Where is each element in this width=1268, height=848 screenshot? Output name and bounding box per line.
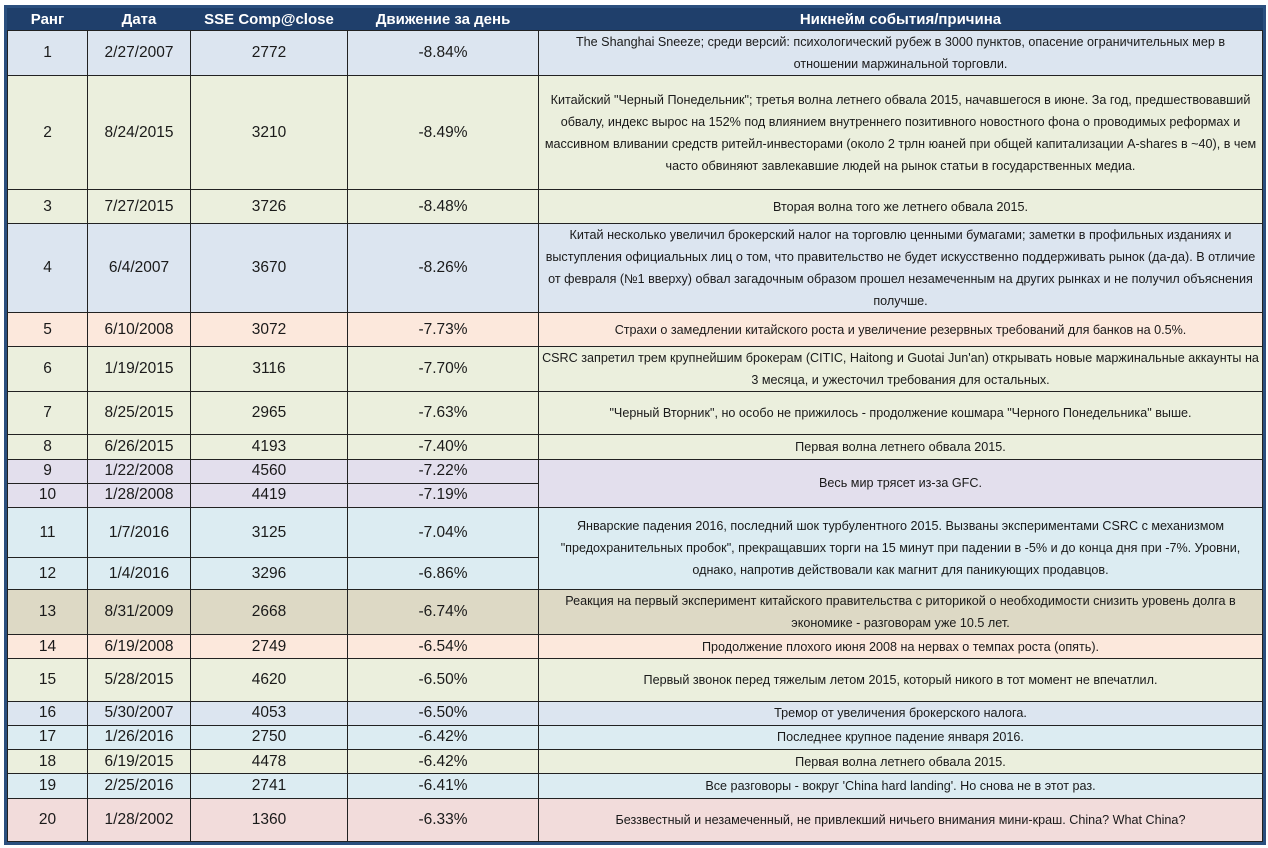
cell-close: 3726 bbox=[191, 190, 348, 223]
cell-reason: Китай несколько увеличил брокерский налог на торговлю ценными бумагами; заметки в профильных изданиях и выступления официальных лиц о том, что правительство не будет искусственно поддерживать рынок (да-да). В отличие от февраля (№1 вверху) обвал загадочным образом прошел незамеченным на других рынках и не получил объяснения получше. bbox=[539, 223, 1263, 313]
cell-close: 2965 bbox=[191, 392, 348, 435]
cell-move: -7.40% bbox=[348, 435, 539, 459]
table-row bbox=[8, 635, 1263, 659]
cell-rank: 10 bbox=[8, 483, 88, 507]
cell-close: 4419 bbox=[191, 483, 348, 507]
table-row bbox=[8, 750, 1263, 774]
cell-date: 1/28/2008 bbox=[88, 483, 191, 507]
cell-reason: Страхи о замедлении китайского роста и увеличение резервных требований для банков на 0.5%. bbox=[539, 313, 1263, 346]
cell-date: 5/30/2007 bbox=[88, 701, 191, 725]
cell-reason: Последнее крупное падение января 2016. bbox=[539, 725, 1263, 749]
cell-move: -6.41% bbox=[348, 774, 539, 798]
table-row bbox=[8, 589, 1263, 634]
cell-rank: 8 bbox=[8, 435, 88, 459]
cell-date: 6/19/2015 bbox=[88, 750, 191, 774]
table-frame bbox=[4, 5, 1266, 845]
cell-close: 4053 bbox=[191, 701, 348, 725]
cell-rank: 15 bbox=[8, 659, 88, 701]
cell-close: 2741 bbox=[191, 774, 348, 798]
cell-move: -6.33% bbox=[348, 798, 539, 842]
cell-rank: 12 bbox=[8, 558, 88, 589]
cell-close: 2750 bbox=[191, 725, 348, 749]
cell-date: 1/7/2016 bbox=[88, 508, 191, 558]
cell-close: 2772 bbox=[191, 31, 348, 76]
table-row bbox=[8, 508, 1263, 558]
cell-reason: Китайский "Черный Понедельник"; третья волна летнего обвала 2015, начавшегося в июне. За год, предшествовавший обвалу, индекс вырос на 152% под влиянием внутреннего позитивного новостного фона о проводимых реформах и массивном вливании средств ритейл-инвесторами (около 2 трлн юаней при общей капитализации A-shares в ~40), в чем часто обвиняют завлекавшие людей на рынок статьи в государственных медиа. bbox=[539, 76, 1263, 190]
cell-move: -7.22% bbox=[348, 459, 539, 483]
cell-rank: 14 bbox=[8, 635, 88, 659]
cell-rank: 1 bbox=[8, 31, 88, 76]
cell-reason: The Shanghai Sneeze; среди версий: психологический рубеж в 3000 пунктов, опасение ограничительных мер в отношении маржинальной торговли. bbox=[539, 31, 1263, 76]
cell-rank: 18 bbox=[8, 750, 88, 774]
cell-move: -8.48% bbox=[348, 190, 539, 223]
cell-rank: 6 bbox=[8, 346, 88, 391]
cell-reason: Первый звонок перед тяжелым летом 2015, который никого в тот момент не впечатлил. bbox=[539, 659, 1263, 701]
cell-reason: Вторая волна того же летнего обвала 2015. bbox=[539, 190, 1263, 223]
cell-date: 1/22/2008 bbox=[88, 459, 191, 483]
cell-reason: Январские падения 2016, последний шок турбулентного 2015. Вызваны экспериментами CSRC с механизмом "предохранительных пробок", прекращавших торги на 15 минут при падении в -5% и до конца дня при -7%. Уровни, однако, напротив действовали как магнит для паникующих продавцов. bbox=[539, 508, 1263, 590]
header-date: Дата bbox=[88, 8, 191, 31]
cell-rank: 9 bbox=[8, 459, 88, 483]
cell-move: -7.63% bbox=[348, 392, 539, 435]
cell-close: 3210 bbox=[191, 76, 348, 190]
cell-reason: Первая волна летнего обвала 2015. bbox=[539, 750, 1263, 774]
cell-close: 2668 bbox=[191, 589, 348, 634]
cell-rank: 16 bbox=[8, 701, 88, 725]
cell-move: -8.49% bbox=[348, 76, 539, 190]
header-reason: Никнейм события/причина bbox=[539, 8, 1263, 31]
cell-close: 3670 bbox=[191, 223, 348, 313]
cell-move: -6.42% bbox=[348, 725, 539, 749]
cell-move: -6.50% bbox=[348, 659, 539, 701]
cell-move: -6.54% bbox=[348, 635, 539, 659]
table-row bbox=[8, 190, 1263, 223]
cell-date: 5/28/2015 bbox=[88, 659, 191, 701]
cell-move: -6.74% bbox=[348, 589, 539, 634]
cell-move: -8.84% bbox=[348, 31, 539, 76]
cell-date: 1/26/2016 bbox=[88, 725, 191, 749]
table-row bbox=[8, 725, 1263, 749]
cell-rank: 17 bbox=[8, 725, 88, 749]
cell-date: 6/4/2007 bbox=[88, 223, 191, 313]
cell-close: 3116 bbox=[191, 346, 348, 391]
cell-date: 7/27/2015 bbox=[88, 190, 191, 223]
table-row bbox=[8, 31, 1263, 76]
table-row bbox=[8, 435, 1263, 459]
header-row bbox=[8, 8, 1263, 31]
cell-rank: 4 bbox=[8, 223, 88, 313]
cell-rank: 2 bbox=[8, 76, 88, 190]
cell-date: 6/19/2008 bbox=[88, 635, 191, 659]
header-close: SSE Comp@close bbox=[191, 8, 348, 31]
cell-move: -6.86% bbox=[348, 558, 539, 589]
cell-close: 1360 bbox=[191, 798, 348, 842]
table-row bbox=[8, 392, 1263, 435]
cell-move: -8.26% bbox=[348, 223, 539, 313]
cell-reason: CSRC запретил трем крупнейшим брокерам (CITIC, Haitong и Guotai Jun'an) открывать новые маржинальные аккаунты на 3 месяца, и ужесточил требования для остальных. bbox=[539, 346, 1263, 391]
table-row bbox=[8, 774, 1263, 798]
cell-move: -7.04% bbox=[348, 508, 539, 558]
cell-reason: Продолжение плохого июня 2008 на нервах о темпах роста (опять). bbox=[539, 635, 1263, 659]
cell-date: 6/26/2015 bbox=[88, 435, 191, 459]
cell-rank: 3 bbox=[8, 190, 88, 223]
table-row bbox=[8, 798, 1263, 842]
table-row bbox=[8, 223, 1263, 313]
cell-rank: 7 bbox=[8, 392, 88, 435]
cell-reason: Весь мир трясет из-за GFC. bbox=[539, 459, 1263, 507]
cell-reason: Реакция на первый эксперимент китайского правительства с риторикой о необходимости снизить уровень долга в экономике - разговорам уже 10.5 лет. bbox=[539, 589, 1263, 634]
cell-rank: 20 bbox=[8, 798, 88, 842]
table-row bbox=[8, 346, 1263, 391]
cell-date: 1/28/2002 bbox=[88, 798, 191, 842]
cell-close: 3296 bbox=[191, 558, 348, 589]
cell-reason: Беззвестный и незамеченный, не привлекший ничьего внимания мини-краш. China? What China? bbox=[539, 798, 1263, 842]
cell-date: 8/25/2015 bbox=[88, 392, 191, 435]
table-row bbox=[8, 659, 1263, 701]
cell-close: 4620 bbox=[191, 659, 348, 701]
cell-close: 4560 bbox=[191, 459, 348, 483]
cell-date: 6/10/2008 bbox=[88, 313, 191, 346]
table-row bbox=[8, 701, 1263, 725]
cell-date: 1/19/2015 bbox=[88, 346, 191, 391]
cell-move: -7.73% bbox=[348, 313, 539, 346]
cell-close: 4478 bbox=[191, 750, 348, 774]
cell-close: 4193 bbox=[191, 435, 348, 459]
cell-reason: Все разговоры - вокруг 'China hard landing'. Но снова не в этот раз. bbox=[539, 774, 1263, 798]
sse-crash-table bbox=[7, 8, 1263, 842]
table-row bbox=[8, 459, 1263, 483]
cell-rank: 19 bbox=[8, 774, 88, 798]
cell-rank: 5 bbox=[8, 313, 88, 346]
cell-date: 1/4/2016 bbox=[88, 558, 191, 589]
cell-date: 2/25/2016 bbox=[88, 774, 191, 798]
table-row bbox=[8, 313, 1263, 346]
cell-date: 8/24/2015 bbox=[88, 76, 191, 190]
header-move: Движение за день bbox=[348, 8, 539, 31]
cell-reason: Первая волна летнего обвала 2015. bbox=[539, 435, 1263, 459]
cell-move: -6.50% bbox=[348, 701, 539, 725]
cell-close: 2749 bbox=[191, 635, 348, 659]
cell-move: -6.42% bbox=[348, 750, 539, 774]
table-row bbox=[8, 76, 1263, 190]
cell-reason: Тремор от увеличения брокерского налога. bbox=[539, 701, 1263, 725]
cell-rank: 11 bbox=[8, 508, 88, 558]
cell-close: 3125 bbox=[191, 508, 348, 558]
cell-move: -7.19% bbox=[348, 483, 539, 507]
cell-move: -7.70% bbox=[348, 346, 539, 391]
cell-date: 8/31/2009 bbox=[88, 589, 191, 634]
cell-reason: "Черный Вторник", но особо не прижилось - продолжение кошмара "Черного Понедельника" выше. bbox=[539, 392, 1263, 435]
cell-rank: 13 bbox=[8, 589, 88, 634]
cell-date: 2/27/2007 bbox=[88, 31, 191, 76]
cell-close: 3072 bbox=[191, 313, 348, 346]
header-rank: Ранг bbox=[8, 8, 88, 31]
